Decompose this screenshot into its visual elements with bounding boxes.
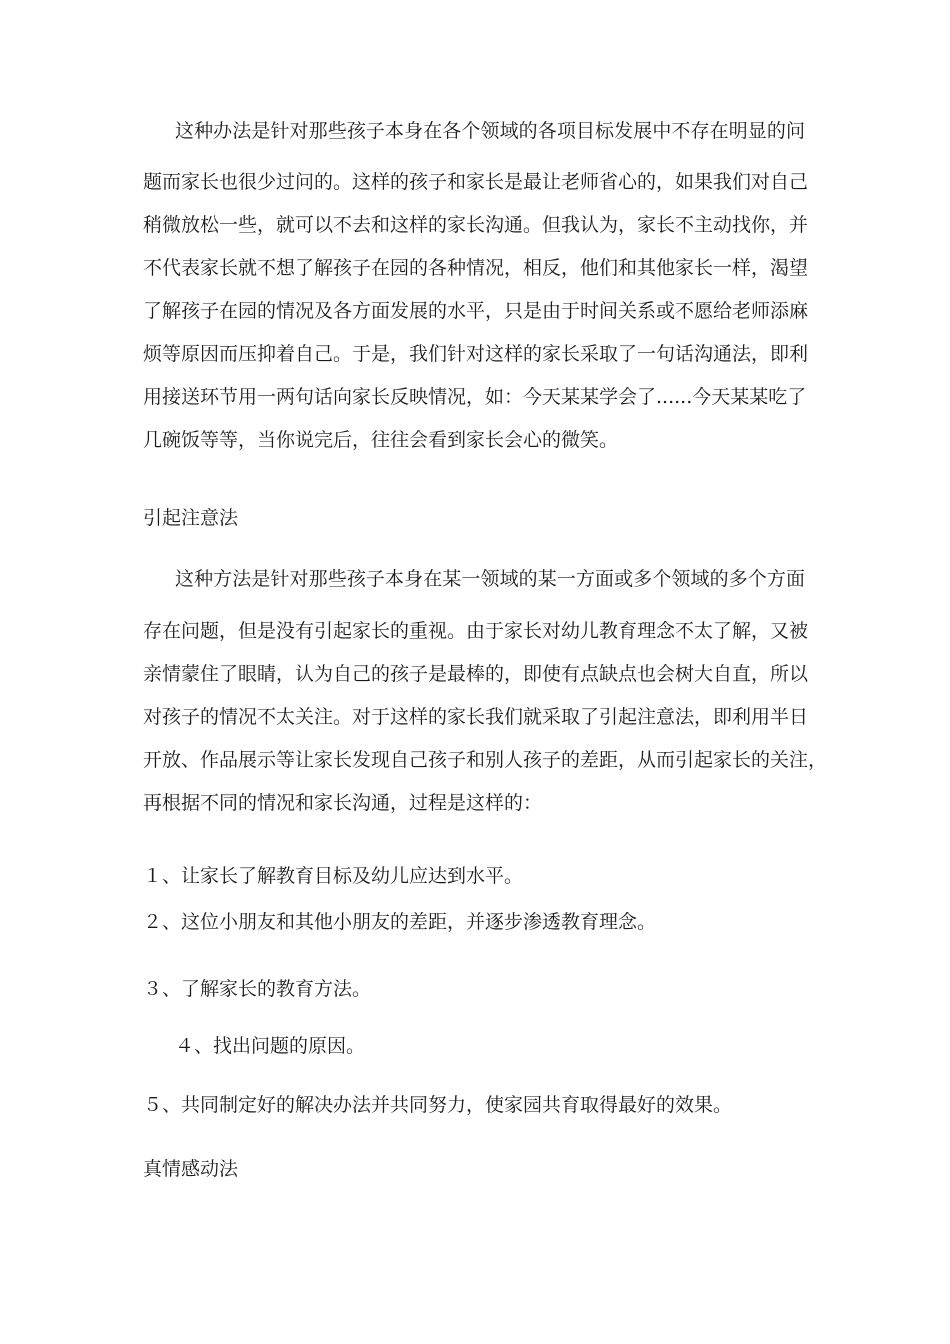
step-item-2: ２、这位小朋友和其他小朋友的差距，并逐步渗透教育理念。 — [143, 911, 657, 933]
paragraph-1-line-2: 题而家长也很少过问的。这样的孩子和家长是最让老师省心的，如果我们对自己 — [143, 171, 809, 193]
paragraph-2-line-2: 存在问题，但是没有引起家长的重视。由于家长对幼儿教育理念不太了解，又被 — [143, 620, 809, 642]
paragraph-1-line-4: 不代表家长就不想了解孩子在园的各种情况，相反，他们和其他家长一样，渴望 — [143, 257, 809, 279]
paragraph-1-line-6: 烦等原因而压抑着自己。于是，我们针对这样的家长采取了一句话沟通法，即利 — [143, 343, 809, 365]
paragraph-1-line-3: 稍微放松一些，就可以不去和这样的家长沟通。但我认为，家长不主动找你，并 — [143, 214, 809, 236]
paragraph-2-line-1: 这种方法是针对那些孩子本身在某一领域的某一方面或多个领域的多个方面 — [175, 568, 805, 590]
step-item-4: ４、找出问题的原因。 — [175, 1035, 366, 1057]
paragraph-1-line-7: 用接送环节用一两句话向家长反映情况，如：今天某某学会了......今天某某吃了 — [143, 386, 807, 408]
step-item-1: １、让家长了解教育目标及幼儿应达到水平。 — [143, 865, 524, 887]
paragraph-1-line-5: 了解孩子在园的情况及各方面发展的水平，只是由于时间关系或不愿给老师添麻 — [143, 300, 809, 322]
step-item-3: ３、了解家长的教育方法。 — [143, 978, 372, 1000]
paragraph-1-line-8: 几碗饭等等，当你说完后，往往会看到家长会心的微笑。 — [143, 429, 619, 451]
paragraph-2-line-6: 再根据不同的情况和家长沟通，过程是这样的： — [143, 792, 543, 814]
section-heading-attention: 引起注意法 — [143, 507, 239, 529]
paragraph-1-line-1: 这种办法是针对那些孩子本身在各个领域的各项目标发展中不存在明显的问 — [175, 120, 805, 142]
section-heading-sincerity: 真情感动法 — [143, 1158, 239, 1180]
paragraph-2-line-5: 开放、作品展示等让家长发现自己孩子和别人孩子的差距，从而引起家长的关注， — [143, 749, 828, 771]
paragraph-2-line-3: 亲情蒙住了眼睛，认为自己的孩子是最棒的，即使有点缺点也会树大自直，所以 — [143, 663, 809, 685]
paragraph-2-line-4: 对孩子的情况不太关注。对于这样的家长我们就采取了引起注意法，即利用半日 — [143, 706, 809, 728]
step-item-5: ５、共同制定好的解决办法并共同努力，使家园共育取得最好的效果。 — [143, 1094, 733, 1116]
